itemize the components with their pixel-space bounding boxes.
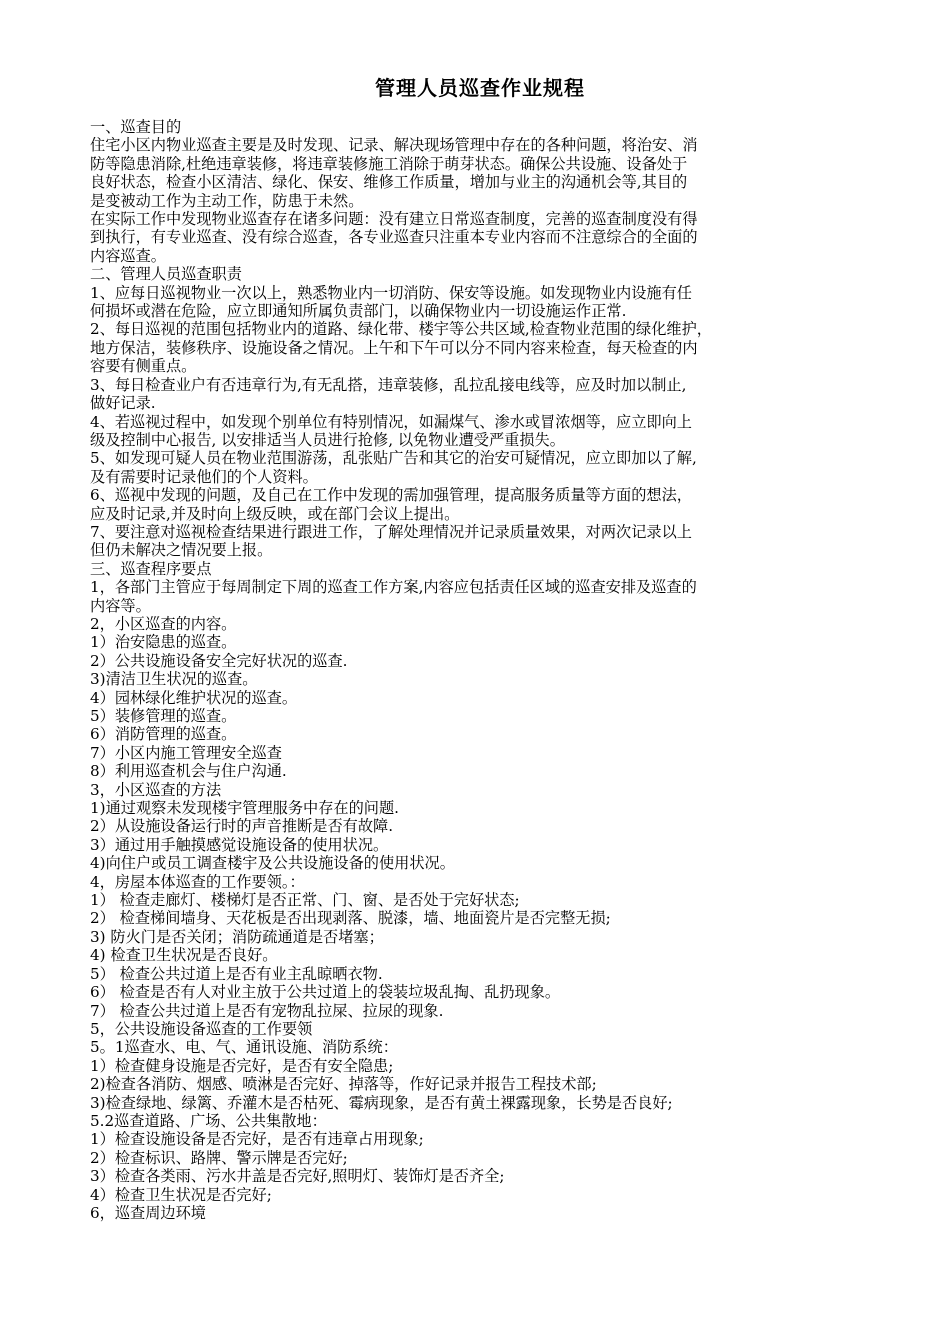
text-line: 4)向住户或员工调查楼宇及公共设施设备的使用状况。 xyxy=(90,854,455,873)
text-line: 3)检查绿地、绿篱、乔灌木是否枯死、霉病现象，是否有黄土裸露现象，长势是否良好; xyxy=(90,1093,673,1112)
text-line: 应及时记录,并及时向上级反映，或在部门会议上提出。 xyxy=(90,504,460,523)
text-line: 8）利用巡查机会与住户沟通. xyxy=(90,762,287,781)
text-line: 5，公共设施设备巡查的工作要领 xyxy=(90,1019,313,1038)
text-line: 地方保洁，装修秩序、设施设备之情况。上午和下午可以分不同内容来检查，每天检查的内 xyxy=(90,338,698,357)
text-line: 2） 检查梯间墙身、天花板是否出现剥落、脱漆，墙、地面瓷片是否完整无损; xyxy=(90,909,611,928)
text-line: 1)通过观察未发现楼宇管理服务中存在的问题. xyxy=(90,799,399,818)
text-line: 是变被动工作为主动工作，防患于未然。 xyxy=(90,191,364,210)
text-line: 6，巡查周边环境 xyxy=(90,1203,206,1222)
document-body xyxy=(90,118,870,1222)
text-line: 7、要注意对巡视检查结果进行跟进工作，了解处理情况并记录质量效果，对两次记录以上 xyxy=(90,522,692,541)
document-page xyxy=(90,76,870,1222)
text-line: 3，小区巡查的方法 xyxy=(90,780,222,799)
text-line: 5、如发现可疑人员在物业范围游荡，乱张贴广告和其它的治安可疑情况，应立即加以了解, xyxy=(90,449,697,468)
text-line: 到执行，有专业巡查、没有综合巡查，各专业巡查只注重本专业内容而不注意综合的全面的 xyxy=(90,228,698,247)
text-line: 二、管理人员巡查职责 xyxy=(90,265,242,284)
text-line: 7） 检查公共过道上是否有宠物乱拉屎、拉尿的现象. xyxy=(90,1001,444,1020)
text-line: 5。1巡查水、电、气、通讯设施、消防系统： xyxy=(90,1038,398,1057)
text-line: 3) 防火门是否关闭；消防疏通道是否堵塞； xyxy=(90,927,384,946)
text-line: 5）装修管理的巡查。 xyxy=(90,707,237,725)
text-line: 做好记录. xyxy=(90,394,156,413)
text-line: 在实际工作中发现物业巡查存在诸多问题：没有建立日常巡查制度，完善的巡查制度没有得 xyxy=(90,210,698,229)
text-line: 4、若巡视过程中，如发现个别单位有特别情况，如漏煤气、渗水或冒浓烟等，应立即向上 xyxy=(90,412,692,431)
text-line: 防等隐患消除,杜绝违章装修，将违章装修施工消除于萌芽状态。确保公共设施、设备处于 xyxy=(90,154,688,173)
text-line: 3）检查各类雨、污水井盖是否完好,照明灯、装饰灯是否齐全; xyxy=(90,1167,505,1186)
text-line: 3）通过用手触摸感觉设施设备的使用状况。 xyxy=(90,835,389,854)
text-line: 但仍未解决之情况要上报。 xyxy=(90,541,273,560)
text-line: 6）消防管理的巡查。 xyxy=(90,725,237,744)
text-line: 4）园林绿化维护状况的巡查。 xyxy=(90,688,298,707)
text-line: 一、巡查目的 xyxy=(90,118,182,136)
text-line: 1，各部门主管应于每周制定下周的巡查工作方案,内容应包括责任区域的巡查安排及巡查的 xyxy=(90,578,697,597)
text-line: 2）从设施设备运行时的声音推断是否有故障. xyxy=(90,817,394,836)
text-line: 5.2巡查道路、广场、公共集散地： xyxy=(90,1111,327,1130)
text-line: 4) 检查卫生状况是否良好。 xyxy=(90,946,278,965)
text-line: 6、巡视中发现的问题，及自己在工作中发现的需加强管理，提高服务质量等方面的想法， xyxy=(90,486,692,505)
text-line: 3、每日检查业户有否违章行为,有无乱搭，违章装修，乱拉乱接电线等，应及时加以制止, xyxy=(90,375,687,394)
text-line: 2、每日巡视的范围包括物业内的道路、绿化带、楼宇等公共区域,检查物业范围的绿化维护， xyxy=(90,320,712,339)
text-line: 住宅小区内物业巡查主要是及时发现、记录、解决现场管理中存在的各种问题，将治安、消 xyxy=(90,136,698,155)
text-line: 7）小区内施工管理安全巡查 xyxy=(90,743,282,762)
text-line: 及有需要时记录他们的个人资料。 xyxy=(90,467,318,486)
text-line: 三、巡查程序要点 xyxy=(90,559,212,578)
text-line: 级及控制中心报告, 以安排适当人员进行抢修, 以免物业遭受严重损失。 xyxy=(90,430,565,449)
text-line: 1） 检查走廊灯、楼梯灯是否正常、门、窗、是否处于完好状态; xyxy=(90,891,520,910)
text-line: 4，房屋本体巡查的工作要领。： xyxy=(90,872,305,891)
text-line: 1）治安隐患的巡查。 xyxy=(90,633,237,652)
text-line: 1、应每日巡视物业一次以上，熟悉物业内一切消防、保安等设施。如发现物业内设施有任 xyxy=(90,283,692,302)
text-line: 何损坏或潜在危险，应立即通知所属负责部门，以确保物业内一切设施运作正常. xyxy=(90,302,627,321)
text-line: 3)清洁卫生状况的巡查。 xyxy=(90,670,258,689)
text-line: 内容巡查。 xyxy=(90,246,166,265)
text-line: 2，小区巡查的内容。 xyxy=(90,614,237,633)
text-line: 2）检查标识、路牌、警示牌是否完好; xyxy=(90,1148,348,1167)
text-line: 2）公共设施设备安全完好状况的巡查. xyxy=(90,651,348,670)
document-title: 管理人员巡查作业规程 xyxy=(375,76,585,100)
text-line: 容要有侧重点。 xyxy=(90,357,197,376)
text-line: 1）检查健身设施是否完好，是否有安全隐患; xyxy=(90,1056,394,1075)
text-line: 5） 检查公共过道上是否有业主乱晾晒衣物. xyxy=(90,964,383,983)
text-line: 内容等。 xyxy=(90,596,151,615)
text-line: 4）检查卫生状况是否完好; xyxy=(90,1185,272,1204)
text-line: 2)检查各消防、烟感、喷淋是否完好、掉落等，作好记录并报告工程技术部; xyxy=(90,1075,597,1094)
text-line: 良好状态，检查小区清洁、绿化、保安、维修工作质量，增加与业主的沟通机会等,其目的 xyxy=(90,173,688,192)
text-line: 1）检查设施设备是否完好，是否有违章占用现象; xyxy=(90,1130,424,1149)
text-line: 6） 检查是否有人对业主放于公共过道上的袋装垃圾乱掏、乱扔现象。 xyxy=(90,983,561,1002)
